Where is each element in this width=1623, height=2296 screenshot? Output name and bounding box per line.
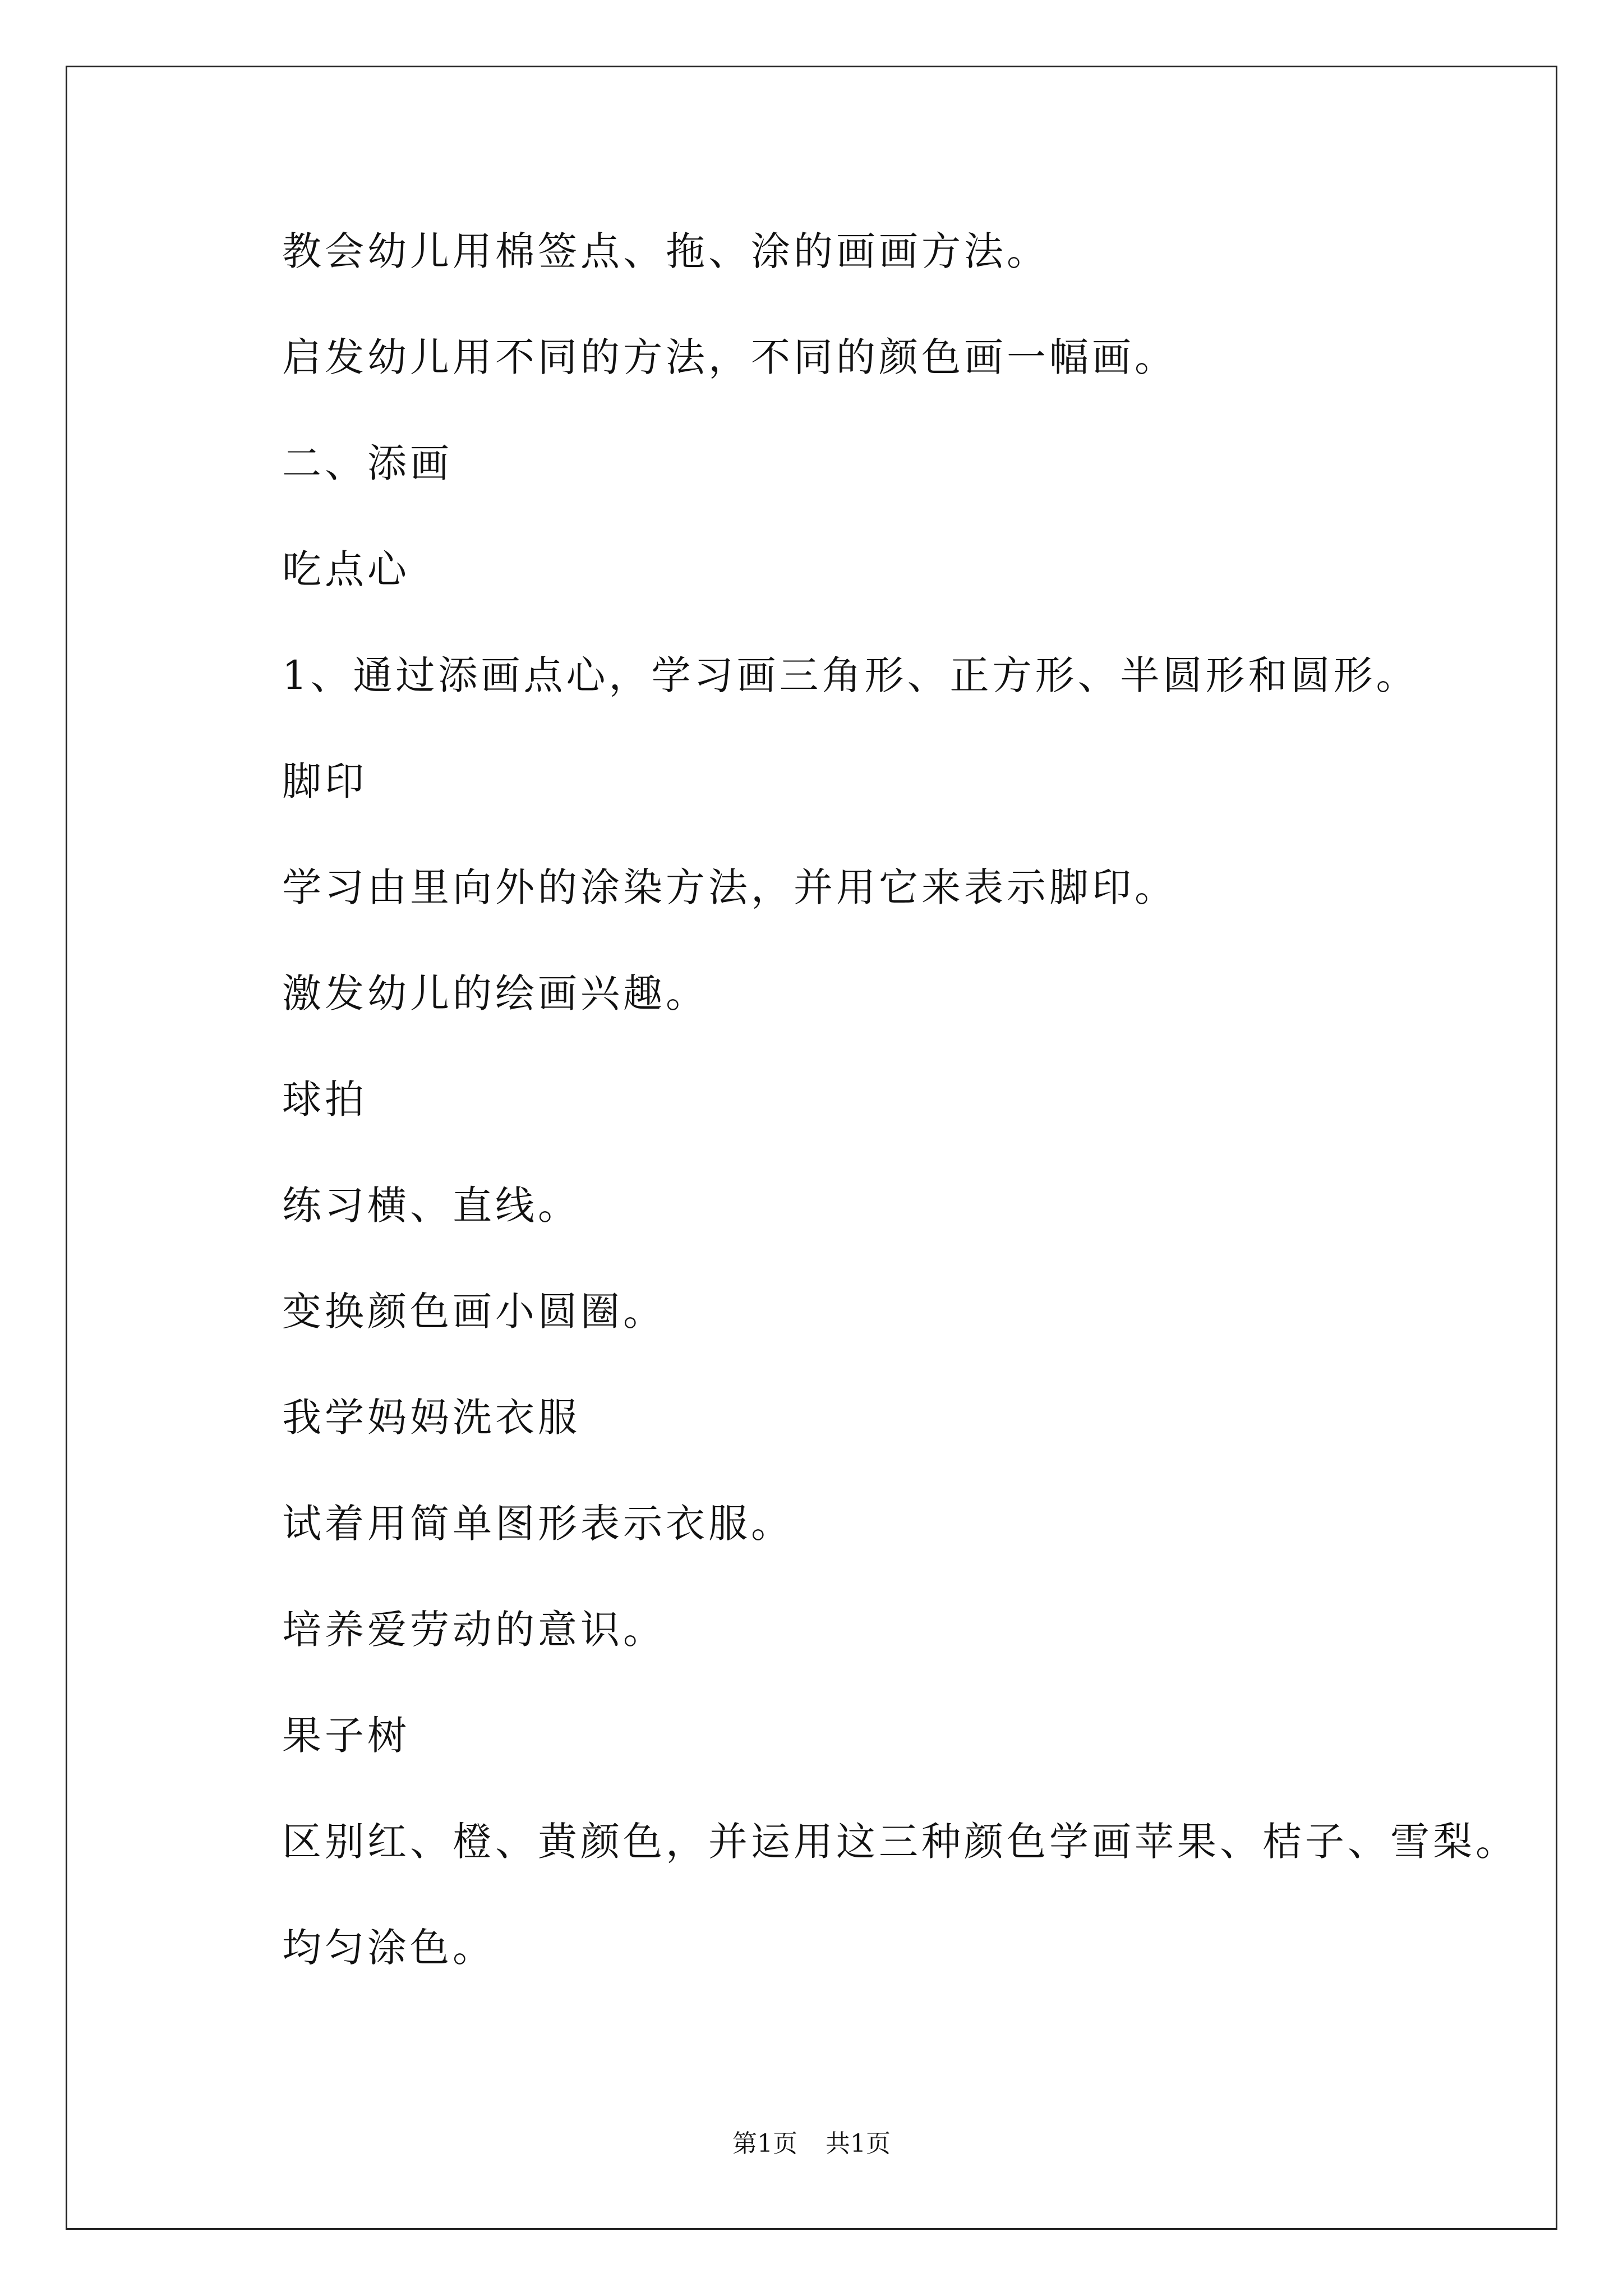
text-line: 练习横、直线。: [282, 1182, 580, 1228]
subheading: 脚印: [282, 758, 367, 804]
subheading: 球拍: [282, 1076, 367, 1122]
text-line: 变换颜色画小圆圈。: [282, 1289, 666, 1335]
text-line: 教会幼儿用棉签点、拖、涂的画画方法。: [282, 228, 1049, 274]
text-line: 学习由里向外的涂染方法，并用它来表示脚印。: [282, 864, 1177, 910]
subheading: 果子树: [282, 1713, 410, 1759]
text-line: 1、通过添画点心，学习画三角形、正方形、半圆形和圆形。: [282, 652, 1419, 698]
section-heading: 二、添画: [282, 440, 453, 486]
text-line: 区别红、橙、黄颜色，并运用这三种颜色学画苹果、桔子、雪梨。: [282, 1819, 1518, 1865]
text-line: 启发幼儿用不同的方法，不同的颜色画一幅画。: [282, 334, 1177, 380]
subheading: 吃点心: [282, 546, 410, 592]
page-border: [66, 66, 1557, 2230]
text-line: 激发幼儿的绘画兴趣。: [282, 970, 708, 1016]
text-line: 培养爱劳动的意识。: [282, 1607, 666, 1653]
text-line: 均匀涂色。: [282, 1925, 495, 1971]
text-line: 试着用简单图形表示衣服。: [282, 1501, 794, 1547]
page-footer: [0, 2127, 1623, 2161]
page-number: 第1页: [732, 2129, 797, 2158]
page-total: 共1页: [826, 2129, 891, 2158]
subheading: 我学妈妈洗衣服: [282, 1395, 580, 1441]
